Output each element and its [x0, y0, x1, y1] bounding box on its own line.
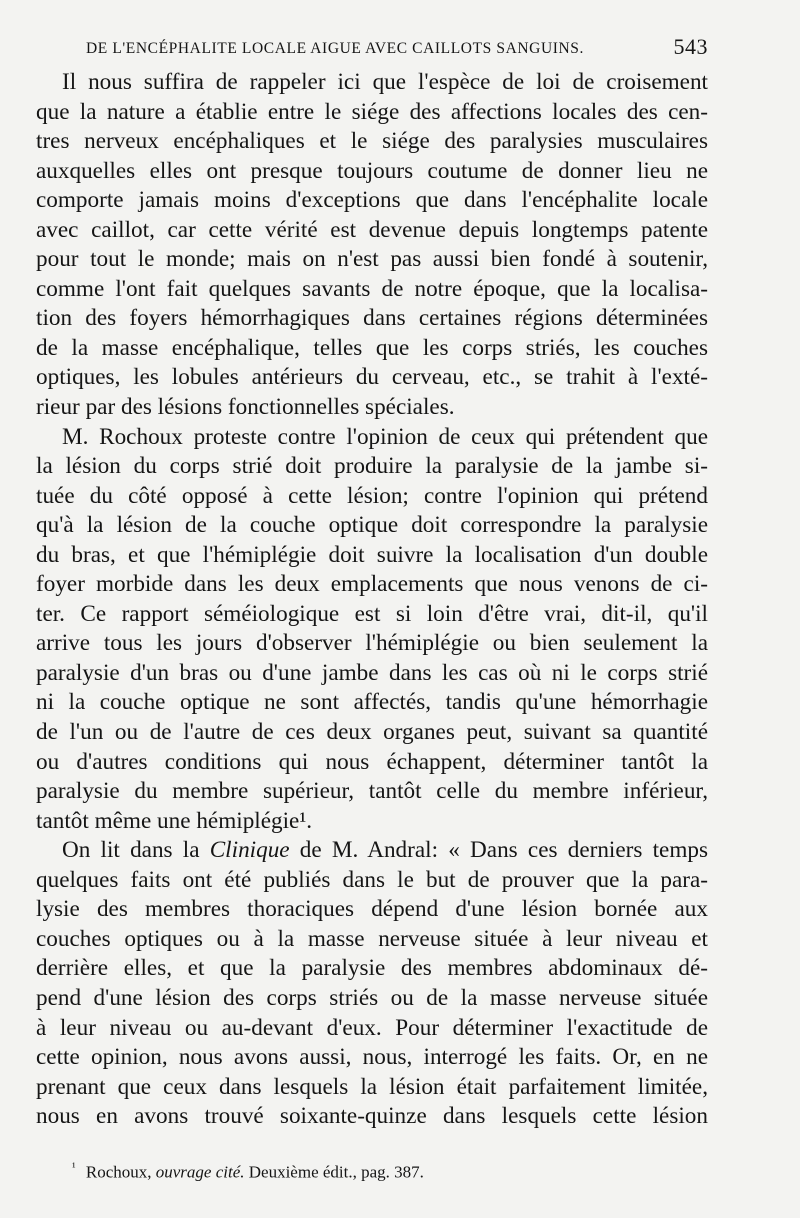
- text-line: M. Rochoux proteste contre l'opinion de ceux qui prétendent que: [62, 423, 708, 450]
- text-line: que la nature a établie entre le siége des affections locales des cen-: [36, 98, 708, 125]
- text-line: prenant que ceux dans lesquels la lésion était parfaitement limitée,: [36, 1073, 708, 1100]
- footnote-marker: ¹: [72, 1160, 76, 1174]
- text-line: comme l'ont fait quelques savants de notre époque, que la localisa-: [36, 275, 708, 302]
- footnote-work: ouvrage cité.: [155, 1162, 245, 1182]
- text-line: du bras, et que l'hémiplégie doit suivre la localisation d'un double: [36, 541, 708, 568]
- text-line: paralysie du membre supérieur, tantôt celle du membre inférieur,: [36, 778, 708, 805]
- text-line: ou d'autres conditions qui nous échappent, déterminer tantôt la: [36, 748, 708, 775]
- footnote-details: Deuxième édit., pag. 387.: [248, 1162, 424, 1182]
- text-line: paralysie d'un bras ou d'une jambe dans les cas où ni le corps strié: [36, 659, 708, 686]
- text-line: optiques, les lobules antérieurs du cerveau, etc., se trahit à l'exté-: [36, 364, 708, 391]
- text-line: ter. Ce rapport séméiologique est si loin d'être vrai, dit-il, qu'il: [36, 600, 708, 627]
- text-line: comporte jamais moins d'exceptions que dans l'encéphalite locale: [36, 187, 708, 214]
- footnote-author: Rochoux,: [85, 1162, 152, 1182]
- text-line: derrière elles, et que la paralysie des membres abdominaux dé-: [36, 955, 708, 982]
- text-line: arrive tous les jours d'observer l'hémiplégie ou bien seulement la: [36, 630, 708, 657]
- text-line: tion des foyers hémorrhagiques dans certaines régions déterminées: [36, 305, 708, 332]
- text-line: lysie des membres thoraciques dépend d'une lésion bornée aux: [36, 896, 708, 923]
- text-line: couches optiques ou à la masse nerveuse située à leur niveau et: [36, 925, 708, 952]
- book-title: Clinique: [209, 837, 290, 864]
- text-line: foyer morbide dans les deux emplacements que nous venons de ci-: [36, 571, 708, 598]
- text-line: tres nerveux encéphaliques et le siége des paralysies musculaires: [36, 128, 708, 155]
- text-line: tantôt même une hémiplégie¹.: [36, 807, 313, 834]
- text-line: pend d'une lésion des corps striés ou de la masse nerveuse située: [36, 984, 708, 1011]
- footnote: [72, 1160, 424, 1183]
- text-line: de la masse encéphalique, telles que les corps striés, les couches: [36, 334, 708, 361]
- text-line: tuée du côté opposé à cette lésion; contre l'opinion qui prétend: [36, 482, 708, 509]
- text-line: nous en avons trouvé soixante-quinze dans lesquels cette lésion: [36, 1103, 708, 1130]
- body-text: [36, 68, 708, 1132]
- text-line: pour tout le monde; mais on n'est pas aussi bien fondé à soutenir,: [36, 246, 708, 273]
- text-line: quelques faits ont été publiés dans le but de prouver que la para-: [36, 866, 708, 893]
- text-line: auxquelles elles ont presque toujours coutume de donner lieu ne: [36, 157, 708, 184]
- text-line: rieur par des lésions fonctionnelles spéciales.: [36, 394, 455, 421]
- text-line: On lit dans la Clinique de M. Andral: « Dans ces derniers temps: [62, 837, 708, 864]
- text-line: à leur niveau ou au-devant d'eux. Pour déterminer l'exactitude de: [36, 1014, 708, 1041]
- text-line: qu'à la lésion de la couche optique doit correspondre la paralysie: [36, 512, 708, 539]
- running-title: DE L'ENCÉPHALITE LOCALE AIGUE AVEC CAILLOTS SANGUINS.: [86, 40, 584, 57]
- text-line: de l'un ou de l'autre de ces deux organes peut, suivant sa quantité: [36, 719, 708, 746]
- text-line: la lésion du corps strié doit produire la paralysie de la jambe si-: [36, 453, 708, 480]
- text-line: ni la couche optique ne sont affectés, tandis qu'une hémorrhagie: [36, 689, 708, 716]
- page-number: 543: [673, 34, 708, 59]
- text-line: avec caillot, car cette vérité est devenue depuis longtemps patente: [36, 216, 708, 243]
- text-line: Il nous suffira de rappeler ici que l'espèce de loi de croisement: [62, 69, 708, 95]
- text-line: cette opinion, nous avons aussi, nous, interrogé les faits. Or, en ne: [36, 1044, 708, 1071]
- running-head: [58, 34, 708, 64]
